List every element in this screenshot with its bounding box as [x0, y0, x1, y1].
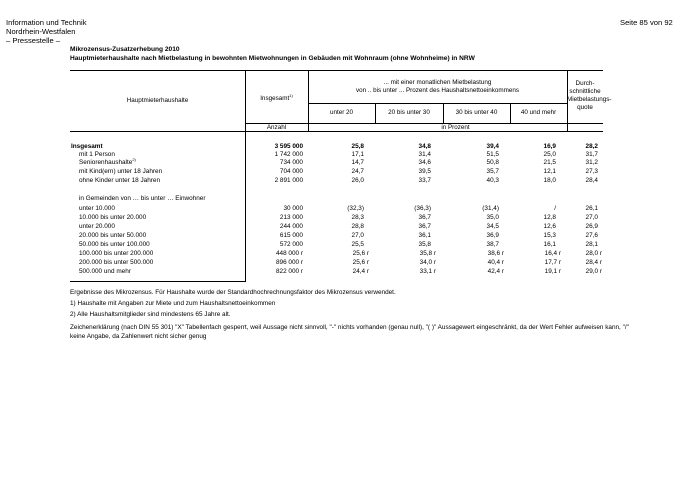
cell-avg: 27,3	[585, 168, 598, 175]
row-label: 20.000 bis unter 50.000	[79, 232, 147, 239]
cell-avg: 28,2	[585, 143, 598, 150]
cell-under-20: 25,5	[351, 241, 364, 248]
cell-total: 3 595 000	[274, 143, 303, 150]
cell-under-20: 25,8	[351, 143, 364, 150]
cell-total: 213 000	[279, 214, 303, 221]
cell-total: 734 000	[279, 159, 303, 166]
cell-20-30: 31,4	[418, 151, 431, 158]
group-header-rule	[308, 103, 567, 104]
cell-40-plus: 15,3	[543, 232, 556, 239]
cell-avg: 26,9	[585, 223, 598, 230]
cell-30-40: 42,4 r	[487, 268, 504, 275]
row-label: 50.000 bis unter 100.000	[79, 241, 150, 248]
cell-avg: 26,1	[585, 205, 598, 212]
row-group-label: in Gemeinden von … bis unter … Einwohner	[79, 195, 206, 202]
cell-20-30: 34,6	[418, 159, 431, 166]
cell-under-20: 25,6 r	[352, 259, 369, 266]
footnote-2: 2) Alle Haushaltsmitglieder sind mindestens 65 Jahre alt.	[70, 311, 231, 318]
unit-count: Anzahl	[266, 124, 287, 131]
col-header-total-label: Insgesamt	[260, 95, 290, 102]
row-label: 100.000 bis unter 200.000	[79, 250, 154, 257]
row-label: mit 1 Person	[79, 151, 115, 158]
cell-20-30: 34,0 r	[419, 259, 436, 266]
cell-total: 822 000 r	[275, 268, 303, 275]
page-number: Seite 85 von 92	[620, 18, 673, 27]
table-subtitle: Hauptmieterhaushalte nach Mietbelastung in bewohnten Mietwohnungen in Gebäuden mit Wohnraum (ohne Wohnheime) in NRW	[70, 55, 475, 62]
cell-total: 2 891 000	[274, 177, 303, 184]
group-header-line2: von .. bis unter ... Prozent des Haushaltsnettoeinkommens	[355, 87, 520, 94]
cell-40-plus: /	[554, 205, 556, 212]
cell-total: 448 000 r	[275, 250, 303, 257]
cell-under-20: (32,3)	[347, 205, 364, 212]
cell-20-30: 33,1 r	[419, 268, 436, 275]
row-label: unter 10.000	[79, 205, 115, 212]
cell-40-plus: 18,0	[543, 177, 556, 184]
cell-under-20: 25,6 r	[352, 250, 369, 257]
org-name-line2: Nordrhein-Westfalen	[6, 27, 76, 36]
cell-total: 244 000	[279, 223, 303, 230]
cell-avg: 28,4 r	[585, 259, 602, 266]
row-label: mit Kind(ern) unter 18 Jahren	[79, 168, 163, 175]
row-label: 10.000 bis unter 20.000	[79, 214, 147, 221]
cell-avg: 28,1	[585, 241, 598, 248]
col-header-main: Hauptmieterhaushalte	[126, 97, 189, 104]
cell-20-30: 36,7	[418, 223, 431, 230]
footnote-1: 1) Haushalte mit Angaben zur Miete und zum Haushaltsnettoeinkommen	[70, 300, 276, 307]
cell-under-20: 28,3	[351, 214, 364, 221]
cell-40-plus: 16,4 r	[544, 250, 561, 257]
cell-40-plus: 12,8	[543, 214, 556, 221]
source-note: Ergebnisse des Mikrozensus. Für Haushalte wurde der Standardhochrechnungsfaktor des Mikrozensus verwendet.	[70, 289, 396, 296]
table-title: Mikrozensus-Zusatzerhebung 2010	[70, 46, 180, 53]
row-label: Insgesamt	[71, 143, 103, 150]
cell-under-20: 24,7	[351, 168, 364, 175]
cell-30-40: 38,7	[486, 241, 499, 248]
col-header-total	[245, 92, 308, 103]
col-header-40-plus: 40 und mehr	[520, 109, 557, 116]
cell-30-40: 50,8	[486, 159, 499, 166]
cell-40-plus: 12,1	[543, 168, 556, 175]
cell-30-40: 36,9	[486, 232, 499, 239]
cell-40-plus: 12,6	[543, 223, 556, 230]
col-header-total-footnote: 1)	[289, 92, 293, 98]
org-name-line1: Information und Technik	[6, 18, 87, 27]
col-header-avg-4: quote	[577, 104, 593, 111]
row-label	[79, 156, 136, 167]
org-name-line3: – Pressestelle –	[6, 36, 61, 45]
cell-30-40: 35,7	[486, 168, 499, 175]
row-label: unter 20.000	[79, 223, 115, 230]
cell-avg: 28,0 r	[585, 250, 602, 257]
col-header-20-30: 20 bis unter 30	[388, 109, 430, 116]
cell-20-30: 36,7	[418, 214, 431, 221]
cell-total: 572 000	[279, 241, 303, 248]
cell-avg: 31,2	[585, 159, 598, 166]
row-label: 500.000 und mehr	[79, 268, 131, 275]
cell-20-30: 35,8 r	[419, 250, 436, 257]
cell-avg: 29,0 r	[585, 268, 602, 275]
col-header-avg-3: Mietbelastungs-	[567, 96, 612, 103]
cell-20-30: 35,8	[418, 241, 431, 248]
cell-40-plus: 17,7 r	[544, 259, 561, 266]
cell-40-plus: 21,5	[543, 159, 556, 166]
cell-total: 30 000	[283, 205, 303, 212]
cell-20-30: 34,8	[418, 143, 431, 150]
col-header-30-40: 30 bis unter 40	[455, 109, 498, 116]
cell-20-30: 33,7	[418, 177, 431, 184]
cell-avg: 28,4	[585, 177, 598, 184]
cell-under-20: 14,7	[351, 159, 364, 166]
cell-20-30: 39,5	[418, 168, 431, 175]
cell-under-20: 28,8	[351, 223, 364, 230]
col-header-avg-1: Durch-	[575, 80, 595, 87]
cell-30-40: (31,4)	[482, 205, 499, 212]
cell-under-20: 27,0	[351, 232, 364, 239]
symbol-legend: Zeichenerklärung (nach DIN 55 301) "X" Tabellenfach gesperrt, weil Aussage nicht sinnvoll, "-" nichts vorhanden (genau null), "( )" Aussagewert eingeschränkt, da der Wert Fehler aufweisen kann, "/" keine Angabe, da Zahlenwert nicht sicher genug	[70, 324, 629, 340]
cell-total: 1 742 000	[274, 151, 303, 158]
cell-under-20: 17,1	[351, 151, 364, 158]
cell-40-plus: 25,0	[543, 151, 556, 158]
cell-total: 896 000 r	[275, 259, 303, 266]
cell-avg: 27,6	[585, 232, 598, 239]
cell-avg: 31,7	[585, 151, 598, 158]
row-label-footnote: 2)	[132, 156, 136, 162]
col-header-under-20: unter 20	[329, 109, 354, 116]
cell-avg: 27,0	[585, 214, 598, 221]
cell-under-20: 24,4 r	[352, 268, 369, 275]
cell-30-40: 40,4 r	[487, 259, 504, 266]
cell-30-40: 51,5	[486, 151, 499, 158]
cell-20-30: (36,3)	[414, 205, 431, 212]
cell-30-40: 39,4	[486, 143, 499, 150]
cell-30-40: 38,6 r	[487, 250, 504, 257]
cell-under-20: 26,0	[351, 177, 364, 184]
cell-total: 704 000	[279, 168, 303, 175]
table-top-rule	[70, 70, 603, 71]
cell-40-plus: 16,9	[543, 143, 556, 150]
row-label: 200.000 bis unter 500.000	[79, 259, 154, 266]
cell-20-30: 36,1	[418, 232, 431, 239]
cell-30-40: 34,5	[486, 223, 499, 230]
table-bottom-rule	[70, 281, 246, 282]
col-header-avg-2: schnittliche	[569, 88, 601, 95]
row-label-text: Seniorenhaushalte	[79, 159, 133, 166]
cell-40-plus: 19,1 r	[544, 268, 561, 275]
row-label: ohne Kinder unter 18 Jahren	[79, 177, 161, 184]
cell-30-40: 35,0	[486, 214, 499, 221]
cell-total: 615 000	[279, 232, 303, 239]
cell-40-plus: 16,1	[543, 241, 556, 248]
group-header-line1: ... mit einer monatlichen Mietbelastung	[383, 79, 492, 86]
cell-30-40: 40,3	[486, 177, 499, 184]
unit-percent: in Prozent	[441, 124, 470, 131]
